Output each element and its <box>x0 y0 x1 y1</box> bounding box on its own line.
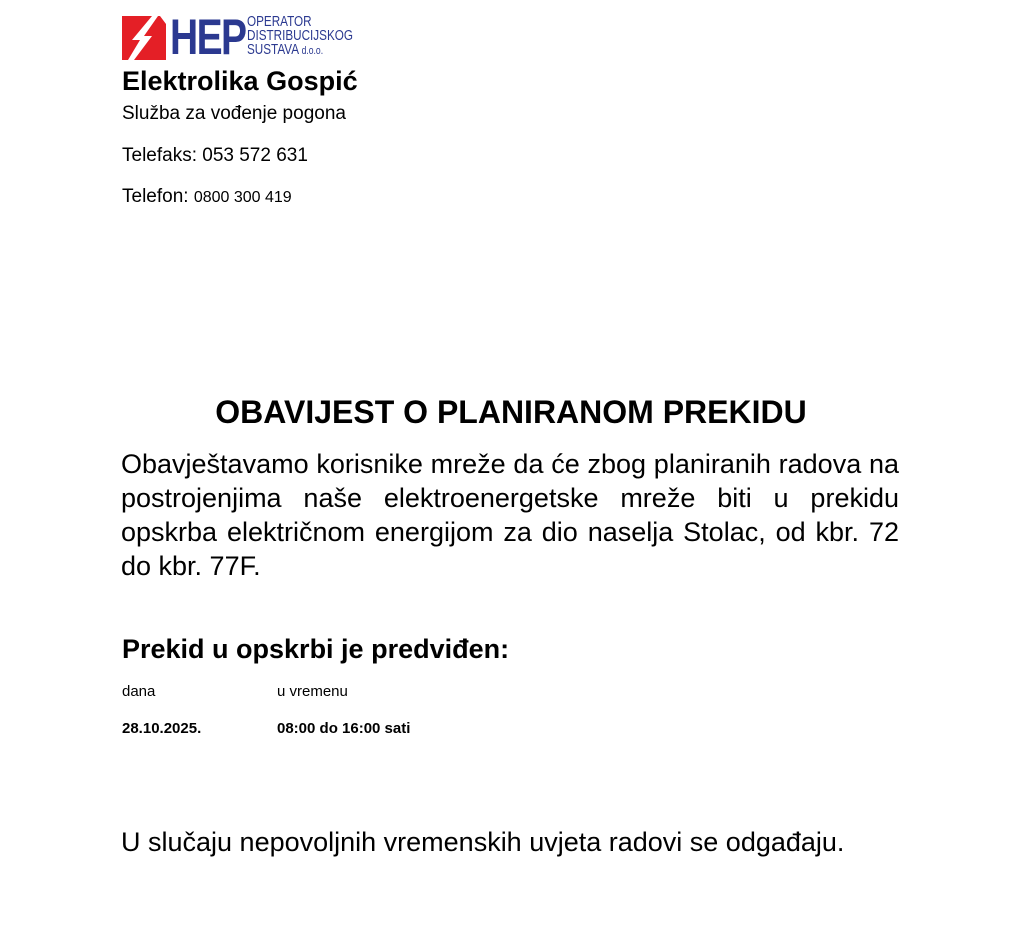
hep-lightning-mark-icon <box>122 16 166 60</box>
schedule-title: Prekid u opskrbi je predviđen: <box>122 634 510 664</box>
phone-value: 0800 300 419 <box>193 189 292 206</box>
schedule-date-value: 28.10.2025. <box>122 720 202 737</box>
logo-line-3-text: SUSTAVA <box>247 41 299 58</box>
fax-label: Telefaks: <box>122 145 197 166</box>
logo-brand-text: HEP <box>170 9 246 65</box>
schedule-date-header: dana <box>122 683 156 700</box>
schedule-time-header: u vremenu <box>277 683 348 700</box>
phone-label: Telefon: <box>122 186 189 207</box>
logo-line-2: DISTRIBUCIJSKOG <box>247 27 353 44</box>
notice-body: Obavještavamo korisnike mreže da će zbog planiranih radova na postrojenjima naše elektroenergetske mreže biti u prekidu opskrba električnom energijom za dio naselja Stolac, od kbr. 72 do kbr. 77F. <box>121 449 899 581</box>
logo-line-1: OPERATOR <box>247 13 312 30</box>
department-name: Služba za vođenje pogona <box>122 103 346 124</box>
company-name: Elektrolika Gospić <box>122 66 358 96</box>
logo-line-3 <box>247 43 353 58</box>
schedule-time-value: 08:00 do 16:00 sati <box>277 720 411 737</box>
notice-title: OBAVIJEST O PLANIRANOM PREKIDU <box>215 394 807 430</box>
fax-line <box>122 144 308 168</box>
phone-line <box>122 185 292 210</box>
logo-subtitle <box>247 15 353 58</box>
notice-footer: U slučaju nepovoljnih vremenskih uvjeta radovi se odgađaju. <box>121 827 845 857</box>
hep-logo <box>122 9 362 65</box>
fax-value: 053 572 631 <box>202 145 308 166</box>
logo-suffix: d.o.o. <box>301 45 324 57</box>
